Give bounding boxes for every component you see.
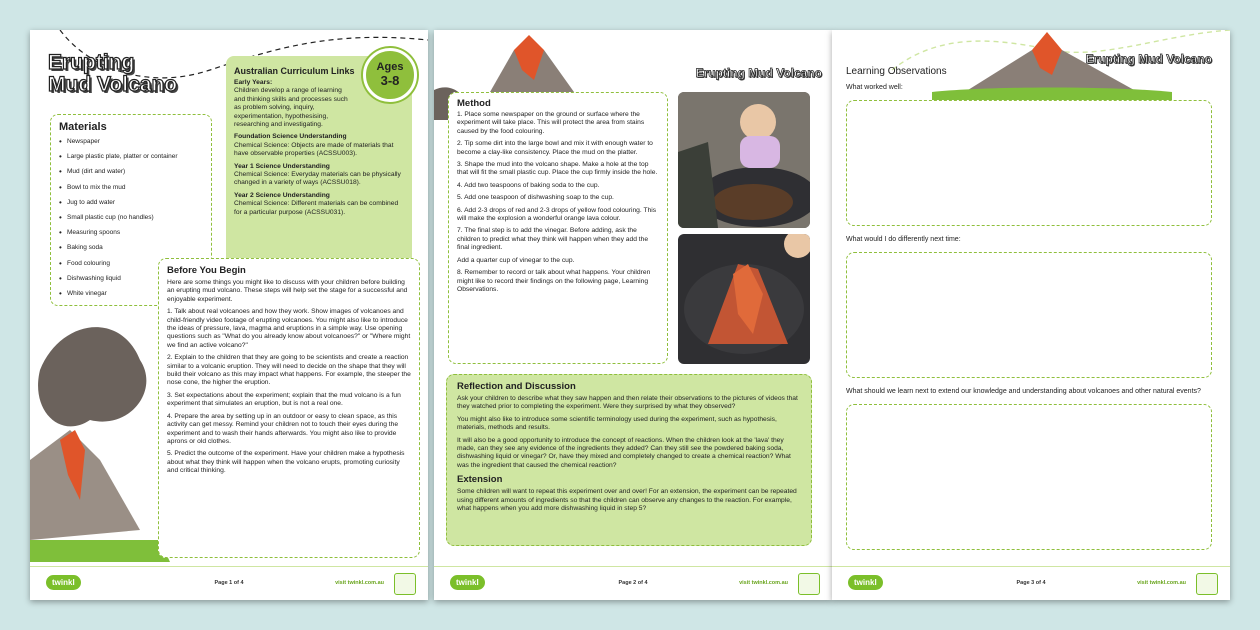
- before-step-2: 2. Explain to the children that they are going to be scientists and create a reaction similar to a volcanic eruption. They will need to decide on the shape that they will build their volcano as this may impact what happens. For example, the steeper the nose cone, the higher the eruption.: [167, 354, 411, 387]
- method-step: 3. Shape the mud into the volcano shape. Make a hole at the top that will fit the small plastic cup. Place the cup firmly inside the hole.: [457, 161, 658, 177]
- answer-box-1[interactable]: [846, 100, 1212, 226]
- year1-text: Chemical Science: Everyday materials can be physically changed in a variety of ways (ACSSU018).: [234, 171, 401, 187]
- document-title: Erupting Mud Volcano: [48, 51, 178, 96]
- quality-badge-icon: [1196, 573, 1218, 595]
- method-step: 5. Add one teaspoon of dishwashing soap to the cup.: [457, 194, 614, 202]
- method-box: [448, 92, 668, 364]
- reflection-heading: Reflection and Discussion: [457, 381, 576, 392]
- page-footer: [832, 566, 1230, 600]
- reflection-text: It will also be a good opportunity to introduce the concept of reactions. When the children look at the 'lava' they made, can they see any evidence of the ingredients they added? Can they still see the powdered baking soda, dishwashing liquid or vinegar? Or, have they mixed and completely changed to create a chemical reaction? What was the ingredient that caused the chemical reaction?: [457, 436, 791, 469]
- method-heading: Method: [457, 98, 491, 109]
- site-link[interactable]: visit twinkl.com.au: [335, 580, 384, 586]
- foundation-title: Foundation Science Understanding: [234, 133, 347, 141]
- page-number: Page 1 of 4: [214, 580, 244, 586]
- twinkl-logo: twinkl: [848, 575, 883, 590]
- list-item: • Large plastic plate, platter or container: [59, 153, 203, 160]
- ages-value: 3-8: [380, 73, 400, 88]
- method-step: 6. Add 2-3 drops of red and 2-3 drops of yellow food colouring. This will make the explosion a wonderful orange lava colour.: [457, 206, 657, 223]
- list-item: • Jug to add water: [59, 199, 203, 206]
- page-2: [434, 30, 832, 600]
- year2-title: Year 2 Science Understanding: [234, 191, 330, 199]
- page-3: [832, 30, 1230, 600]
- quality-badge-icon: [798, 573, 820, 595]
- extension-heading: Extension: [457, 474, 503, 486]
- volcano-illustration: [30, 300, 170, 570]
- ages-badge: [363, 48, 417, 102]
- method-step: 1. Place some newspaper on the ground or surface where the experiment will take place. This will protect the area from stains caused by the food colouring.: [457, 111, 645, 135]
- quality-badge-icon: [394, 573, 416, 595]
- list-item: • Bowl to mix the mud: [59, 184, 203, 191]
- page-1: [30, 30, 428, 600]
- materials-heading: Materials: [59, 121, 107, 133]
- method-step: 4. Add two teaspoons of baking soda to the cup.: [457, 181, 600, 189]
- list-item: • Dishwashing liquid: [59, 275, 203, 282]
- page-title: Erupting Mud Volcano: [1085, 52, 1212, 66]
- before-step-5: 5. Predict the outcome of the experiment. Have your children make a hypothesis about what they think will happen when the volcano erupts, promoting curiosity and critical thinking.: [167, 450, 405, 475]
- method-step: 2. Tip some dirt into the large bowl and mix it with enough water to become a clay-like consistency. Place the mud on the platter.: [457, 140, 653, 156]
- list-item: • Mud (dirt and water): [59, 168, 203, 175]
- question-2-label: What would I do differently next time:: [846, 236, 961, 243]
- method-step: 8. Remember to record or talk about what happens. Your children might like to record their findings on the following page, Learning Observations.: [457, 269, 651, 293]
- reflection-box: [446, 374, 812, 546]
- before-step-4: 4. Prepare the area by setting up in an outdoor or easy to clean space, as this activity can get messy. Remind your children not to touch their eyes during the experiment and to wash their hands afterwards. You might also like to provide aprons or old clothes.: [167, 412, 399, 445]
- curriculum-heading: Australian Curriculum Links: [234, 66, 355, 76]
- year1-title: Year 1 Science Understanding: [234, 162, 330, 170]
- page-footer: [434, 566, 832, 600]
- site-link[interactable]: visit twinkl.com.au: [1137, 580, 1186, 586]
- page-footer: [30, 566, 428, 600]
- before-you-begin-box: [158, 258, 420, 558]
- list-item: • Food colouring: [59, 260, 203, 267]
- foundation-text: Chemical Science: Objects are made of materials that have observable properties (ACSSU003).: [234, 141, 394, 158]
- early-years-text: Children develop a range of learning and thinking skills and processes such as problem solving, inquiry, experimentation, hypothesising, researching and investigating.: [234, 87, 348, 129]
- page-number: Page 2 of 4: [618, 580, 648, 586]
- page-title: Erupting Mud Volcano: [695, 66, 822, 80]
- year2-text: Chemical Science: Different materials can be combined for a particular purpose (ACSSU031).: [234, 200, 399, 216]
- reflection-text: You might also like to introduce some scientific terminology used during the experiment, such as hypothesis, materials, methods and results.: [457, 415, 777, 432]
- before-intro: Here are some things you might like to discuss with your children before building an erupting mud volcano. These steps will help set the stage for a successful and enjoyable experiment.: [167, 279, 408, 303]
- list-item: • White vinegar: [59, 290, 203, 297]
- question-1-label: What worked well:: [846, 84, 903, 91]
- list-item: • Newspaper: [59, 138, 203, 145]
- twinkl-logo: twinkl: [46, 575, 81, 590]
- erupted-volcano-photo: [678, 234, 810, 364]
- before-step-1: 1. Talk about real volcanoes and how they work. Show images of volcanoes and child-friendly video footage of erupting volcanoes. You might also like to introduce the ideas of pressure, lava, magma and eruptions in a simple way. Use opening questions such as "What do you already know about volcanoes?" or "Where might we find an active volcano?": [167, 308, 411, 349]
- reflection-text: Ask your children to describe what they saw happen and then relate their observations to the pictures of videos that they watched prior to completing the experiment. Were they surprised by what they observed?: [457, 395, 798, 411]
- site-link[interactable]: visit twinkl.com.au: [739, 580, 788, 586]
- ages-label: Ages: [376, 61, 404, 73]
- question-3-label: What should we learn next to extend our knowledge and understanding about volcanoes and other natural events?: [846, 388, 1201, 395]
- before-heading: Before You Begin: [167, 265, 246, 276]
- list-item: • Measuring spoons: [59, 229, 203, 236]
- answer-box-3[interactable]: [846, 404, 1212, 550]
- early-years-title: Early Years:: [234, 79, 273, 86]
- method-step: Add a quarter cup of vinegar to the cup.: [457, 256, 575, 264]
- before-step-3: 3. Set expectations about the experiment; explain that the mud volcano is a fun experiment that simulates an eruption, but is not a real one.: [167, 391, 401, 408]
- child-building-volcano-photo: [678, 92, 810, 228]
- extension-text: Some children will want to repeat this experiment over and over! For an extension, the experiment can be repeated using different amounts of ingredients so that the children can observe any changes to the reaction. For example, what happens when you add more dishwashing liquid in step 5?: [457, 488, 797, 513]
- answer-box-2[interactable]: [846, 252, 1212, 378]
- list-item: • Baking soda: [59, 244, 203, 251]
- list-item: • Small plastic cup (no handles): [59, 214, 203, 221]
- page-number: Page 3 of 4: [1016, 580, 1046, 586]
- twinkl-logo: twinkl: [450, 575, 485, 590]
- learning-observations-heading: Learning Observations: [846, 66, 947, 77]
- method-step: 7. The final step is to add the vinegar. Before adding, ask the children to predict what they think will happen when they add the final ingredient.: [457, 227, 649, 252]
